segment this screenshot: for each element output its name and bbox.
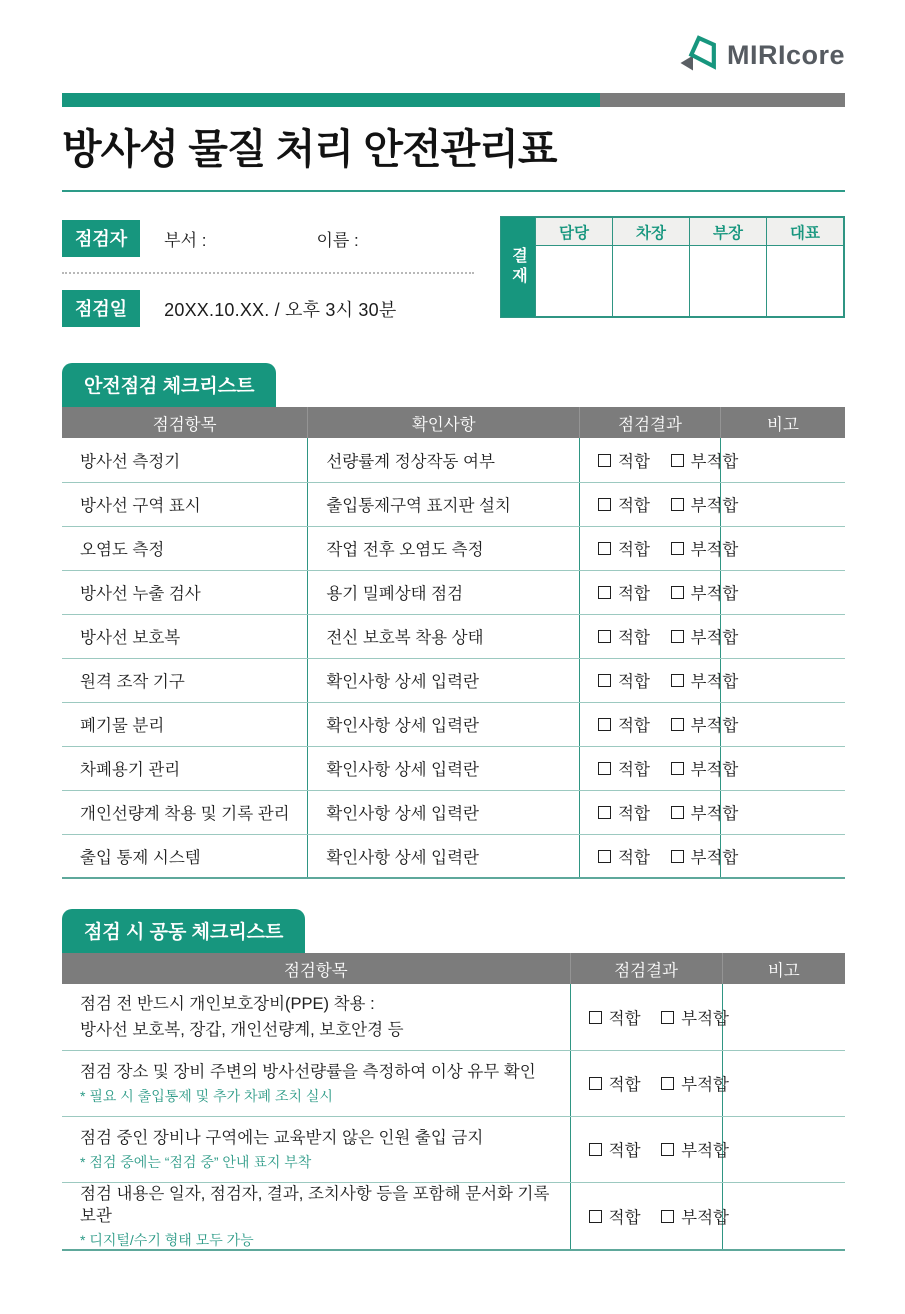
pass-label: 적합 (618, 453, 650, 471)
approval-title: 결재 (501, 217, 535, 317)
check-cell: 용기 밀폐상태 점검 (308, 570, 580, 614)
pass-checkbox[interactable] (598, 624, 650, 648)
checkbox-square[interactable] (589, 1011, 602, 1024)
column-header-item: 점검항목 (62, 407, 308, 438)
signature-cell[interactable] (613, 246, 690, 317)
column-header-remark: 비고 (722, 953, 845, 984)
inspector-row (62, 220, 474, 257)
company-logo (678, 34, 845, 77)
approval-column-header: 담당 (536, 218, 613, 246)
name-label: 이름 : (316, 231, 359, 251)
fail-checkbox[interactable] (661, 1204, 729, 1228)
item-cell: 원격 조작 기구 (62, 658, 308, 702)
item-cell: 점검 내용은 일자, 점검자, 결과, 조치사항 등을 포함해 문서화 기록 보관 * 디지털/수기 형태 모두 가능 (62, 1182, 570, 1250)
remark-cell (720, 482, 845, 526)
checkbox-square[interactable] (598, 762, 611, 775)
item-cell: 방사선 구역 표시 (62, 482, 308, 526)
checkbox-square[interactable] (598, 674, 611, 687)
pass-label: 적합 (618, 849, 650, 867)
item-cell: 점검 중인 장비나 구역에는 교육받지 않은 인원 출입 금지 * 점검 중에는 “점검 중” 안내 표지 부착 (62, 1116, 570, 1182)
dotted-divider (62, 272, 474, 274)
table-row (62, 790, 845, 834)
fail-checkbox[interactable] (661, 1005, 729, 1029)
pass-label: 적합 (618, 673, 650, 692)
pass-checkbox[interactable] (598, 492, 650, 516)
fail-label: 부적합 (690, 717, 739, 736)
signature-cell[interactable] (767, 246, 844, 317)
safety-checklist-section (62, 363, 845, 879)
checkbox-square[interactable] (671, 586, 684, 599)
table-row (62, 570, 845, 614)
checkbox-square[interactable] (671, 850, 684, 863)
pass-checkbox[interactable] (598, 448, 650, 472)
item-cell: 오염도 측정 (62, 526, 308, 570)
item-cell: 개인선량계 착용 및 기록 관리 (62, 790, 308, 834)
result-cell (570, 984, 729, 1050)
result-cell (580, 702, 739, 746)
result-cell (580, 570, 739, 614)
note-text: * 디지털/수기 형태 모두 가능 (80, 1232, 254, 1249)
inspection-date-badge: 점검일 (62, 290, 140, 327)
fail-label: 부적합 (681, 1076, 729, 1095)
fail-label: 부적합 (690, 541, 739, 560)
check-cell: 출입통제구역 표지판 설치 (308, 482, 580, 526)
signature-cell[interactable] (690, 246, 767, 317)
checkbox-square[interactable] (598, 630, 611, 643)
approval-column-header: 부장 (690, 218, 767, 246)
page-title: 방사성 물질 처리 안전관리표 (62, 126, 557, 172)
item-cell: 차폐용기 관리 (62, 746, 308, 790)
check-cell: 확인사항 상세 입력란 (308, 834, 580, 878)
fail-checkbox[interactable] (671, 668, 739, 692)
inspector-badge: 점검자 (62, 220, 140, 257)
table-row (62, 1116, 845, 1182)
checkbox-square[interactable] (671, 718, 684, 731)
table-row (62, 746, 845, 790)
pass-checkbox[interactable] (589, 1137, 641, 1161)
column-header-remark: 비고 (720, 407, 845, 438)
document-page (0, 34, 905, 1314)
checkbox-square[interactable] (589, 1210, 602, 1223)
pass-label: 적합 (618, 761, 650, 780)
fail-checkbox[interactable] (661, 1071, 729, 1095)
result-cell (580, 790, 739, 834)
pass-label: 적합 (618, 585, 650, 604)
result-cell (580, 614, 739, 658)
remark-cell (722, 1050, 845, 1116)
safety-table-body (62, 438, 845, 878)
top-accent-bar (62, 93, 845, 107)
fail-checkbox[interactable] (671, 492, 739, 516)
checkbox-square[interactable] (598, 498, 611, 511)
checkbox-square[interactable] (671, 806, 684, 819)
result-cell (570, 1182, 729, 1250)
fail-checkbox[interactable] (671, 756, 739, 780)
column-header-result: 점검결과 (580, 407, 721, 438)
pass-label: 적합 (618, 629, 650, 648)
fail-checkbox[interactable] (671, 580, 739, 604)
item-cell: 점검 장소 및 장비 주변의 방사선량률을 측정하여 이상 유무 확인 * 필요 시 출입통제 및 추가 차폐 조치 실시 (62, 1050, 570, 1116)
pass-label: 적합 (618, 805, 650, 824)
result-cell (570, 1116, 729, 1182)
table-header-row (62, 407, 845, 438)
table-row (62, 438, 845, 482)
table-row (62, 526, 845, 570)
pass-checkbox[interactable] (598, 756, 650, 780)
result-cell (580, 746, 739, 790)
pass-label: 적합 (608, 1076, 641, 1095)
checkbox-square[interactable] (661, 1210, 674, 1223)
pass-checkbox[interactable] (598, 844, 650, 868)
approval-column-header: 차장 (613, 218, 690, 246)
remark-cell (722, 1182, 845, 1250)
logo-icon (678, 34, 718, 77)
checkbox-square[interactable] (598, 850, 611, 863)
checkbox-square[interactable] (671, 630, 684, 643)
info-section (62, 216, 845, 327)
logo-text: MIRIcore (726, 40, 845, 70)
remark-cell (720, 438, 845, 482)
pass-checkbox[interactable] (598, 712, 650, 736)
header (62, 34, 845, 77)
remark-cell (720, 614, 845, 658)
remark-cell (720, 526, 845, 570)
fail-label: 부적합 (690, 585, 739, 604)
checkbox-square[interactable] (661, 1011, 674, 1024)
fail-label: 부적합 (690, 673, 739, 692)
fail-label: 부적합 (681, 1142, 729, 1161)
safety-checklist-table (62, 407, 845, 879)
safety-checklist-tab: 안전점검 체크리스트 (62, 363, 276, 407)
common-checklist-tab: 점검 시 공동 체크리스트 (62, 909, 305, 953)
pass-label: 적합 (618, 541, 650, 560)
result-cell (580, 834, 739, 878)
result-cell (570, 1050, 729, 1116)
fail-checkbox[interactable] (671, 844, 739, 868)
common-table-body (62, 984, 845, 1250)
inspection-date-row (62, 290, 474, 327)
pass-label: 적합 (618, 717, 650, 736)
signature-cell[interactable] (536, 246, 613, 317)
fail-checkbox[interactable] (671, 536, 739, 560)
title-divider (62, 190, 845, 192)
check-cell: 확인사항 상세 입력란 (308, 658, 580, 702)
checkbox-square[interactable] (661, 1077, 674, 1090)
result-cell (580, 482, 739, 526)
remark-cell (720, 570, 845, 614)
pass-checkbox[interactable] (589, 1005, 641, 1029)
check-cell: 작업 전후 오염도 측정 (308, 526, 580, 570)
remark-cell (720, 834, 845, 878)
item-cell: 폐기물 분리 (62, 702, 308, 746)
checkbox-square[interactable] (661, 1143, 674, 1156)
approval-column-header: 대표 (767, 218, 844, 246)
checkbox-square[interactable] (598, 542, 611, 555)
checkbox-square[interactable] (671, 498, 684, 511)
fail-label: 부적합 (690, 761, 739, 780)
check-cell: 확인사항 상세 입력란 (308, 746, 580, 790)
pass-label: 적합 (608, 1209, 641, 1228)
checkbox-square[interactable] (671, 542, 684, 555)
table-row (62, 984, 845, 1050)
fail-checkbox[interactable] (661, 1137, 729, 1161)
remark-cell (722, 984, 845, 1050)
check-cell: 전신 보호복 착용 상태 (308, 614, 580, 658)
column-header-result: 점검결과 (570, 953, 722, 984)
pass-label: 적합 (608, 1142, 641, 1161)
dept-label: 부서 : (164, 231, 207, 251)
note-text: * 필요 시 출입통제 및 추가 차폐 조치 실시 (80, 1088, 333, 1105)
inspector-block (62, 216, 474, 327)
fail-checkbox[interactable] (671, 624, 739, 648)
pass-checkbox[interactable] (598, 668, 650, 692)
checkbox-square[interactable] (598, 718, 611, 731)
item-cell: 출입 통제 시스템 (62, 834, 308, 878)
inspection-date-value: 20XX.10.XX. / 오후 3시 30분 (164, 299, 397, 320)
checkbox-square[interactable] (598, 806, 611, 819)
fail-label: 부적합 (681, 1209, 729, 1228)
table-row (62, 834, 845, 878)
pass-label: 적합 (608, 1010, 641, 1028)
common-checklist-table (62, 953, 845, 1251)
fail-label: 부적합 (690, 629, 739, 648)
checkbox-square[interactable] (589, 1077, 602, 1090)
approval-table (500, 216, 845, 318)
checkbox-square[interactable] (598, 454, 611, 467)
remark-cell (720, 790, 845, 834)
pass-checkbox[interactable] (598, 800, 650, 824)
common-checklist-section (62, 909, 845, 1251)
item-cell: 방사선 누출 검사 (62, 570, 308, 614)
column-header-item: 점검항목 (62, 953, 570, 984)
result-cell (580, 438, 739, 482)
fail-checkbox[interactable] (671, 800, 739, 824)
check-cell: 확인사항 상세 입력란 (308, 702, 580, 746)
checkbox-square[interactable] (589, 1143, 602, 1156)
pass-label: 적합 (618, 497, 650, 516)
column-header-check: 확인사항 (308, 407, 580, 438)
accent-bar-gray-segment (600, 93, 845, 107)
pass-checkbox[interactable] (598, 536, 650, 560)
pass-checkbox[interactable] (589, 1071, 641, 1095)
fail-label: 부적합 (681, 1010, 729, 1028)
check-cell: 선량률계 정상작동 여부 (308, 438, 580, 482)
item-cell: 방사선 측정기 (62, 438, 308, 482)
item-cell: 방사선 보호복 (62, 614, 308, 658)
fail-label: 부적합 (690, 805, 739, 824)
table-header-row (62, 953, 845, 984)
table-row (62, 658, 845, 702)
table-row (62, 614, 845, 658)
fail-checkbox[interactable] (671, 448, 739, 472)
checkbox-square[interactable] (671, 454, 684, 467)
result-cell (580, 526, 739, 570)
pass-checkbox[interactable] (598, 580, 650, 604)
table-row (62, 1050, 845, 1116)
note-text: * 점검 중에는 “점검 중” 안내 표지 부착 (80, 1154, 312, 1171)
checkbox-square[interactable] (598, 586, 611, 599)
table-row (62, 1182, 845, 1250)
pass-checkbox[interactable] (589, 1204, 641, 1228)
checkbox-square[interactable] (671, 762, 684, 775)
accent-bar-teal-segment (62, 93, 600, 107)
check-cell: 확인사항 상세 입력란 (308, 790, 580, 834)
table-row (62, 702, 845, 746)
remark-cell (720, 746, 845, 790)
remark-cell (722, 1116, 845, 1182)
result-cell (580, 658, 739, 702)
fail-label: 부적합 (690, 849, 739, 867)
item-cell: 점검 전 반드시 개인보호장비(PPE) 착용 : 방사선 보호복, 장갑, 개인선량계, 보호안경 등 (62, 984, 570, 1050)
remark-cell (720, 702, 845, 746)
fail-checkbox[interactable] (671, 712, 739, 736)
table-row (62, 482, 845, 526)
fail-label: 부적합 (690, 497, 739, 516)
remark-cell (720, 658, 845, 702)
checkbox-square[interactable] (671, 674, 684, 687)
fail-label: 부적합 (690, 453, 739, 471)
